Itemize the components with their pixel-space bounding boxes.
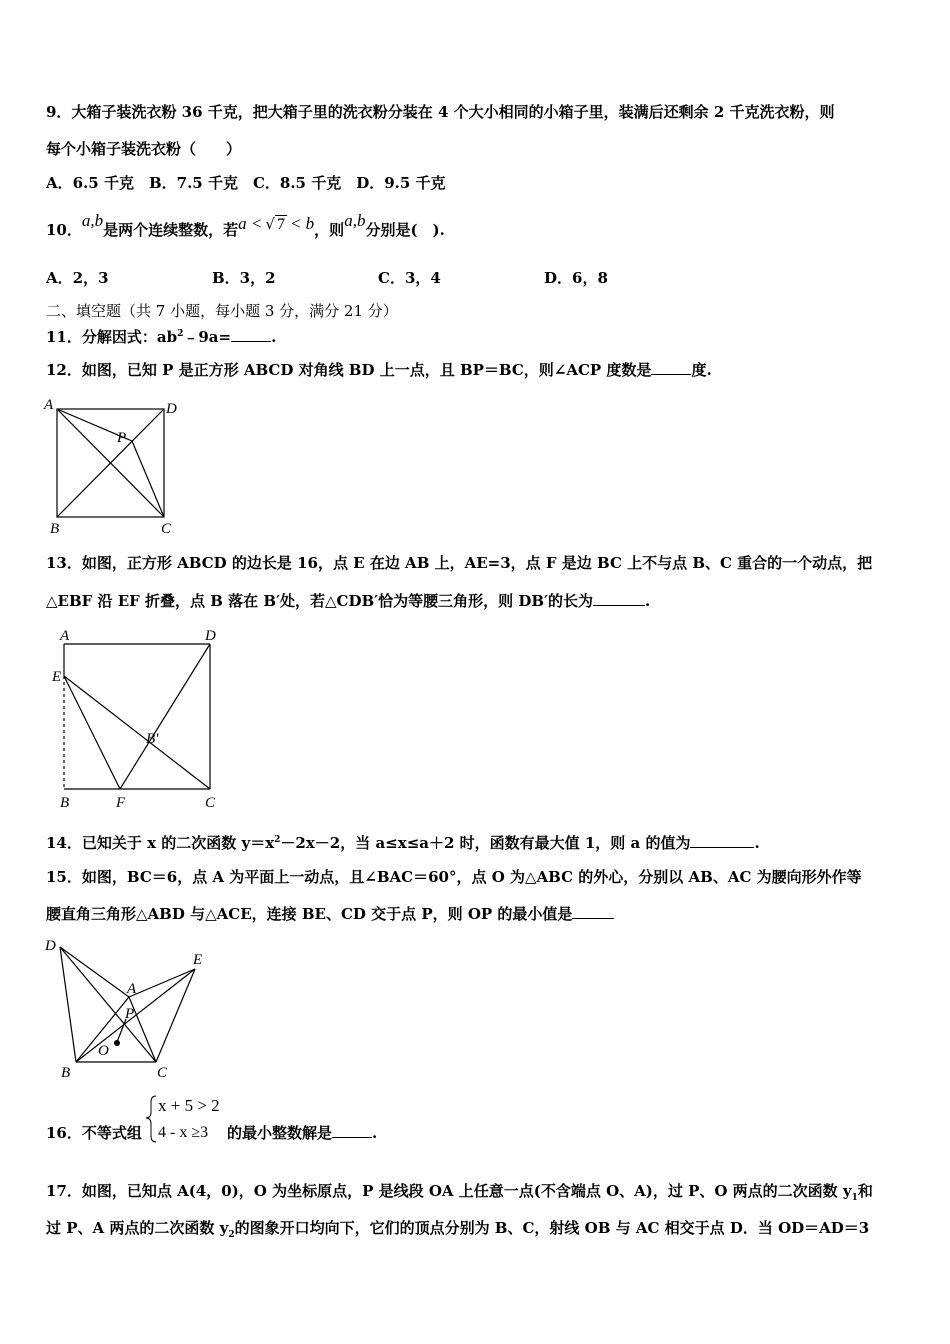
q16-blank — [332, 1123, 372, 1138]
q12-label-b: B — [50, 521, 60, 537]
q16-ineq1: x + 5 > 2 — [158, 1096, 220, 1115]
q10-ineq-b: < b — [289, 214, 315, 233]
q10-ab2: a,b — [344, 211, 366, 230]
q16-text2: 的最小整数解是 — [227, 1124, 333, 1142]
q12-label-a: A — [44, 397, 54, 413]
q10-option-a: A．2，3 — [46, 269, 109, 287]
q17-text1-end: 和 — [857, 1182, 873, 1200]
q11-text2: ﹣9a= — [183, 328, 232, 346]
q17-sub2: 2 — [228, 1230, 235, 1240]
q17-line1 — [46, 1181, 873, 1201]
q12-label-p: P — [117, 430, 127, 446]
q9-options: A．6.5 千克 B．7.5 千克 C．8.5 千克 D．9.5 千克 — [46, 174, 446, 192]
q13-line1: 13．如图，正方形 ABCD 的边长是 16，点 E 在边 AB 上，AE=3，点 F 是边 BC 上不与点 B、C 重合的一个动点，把 — [46, 554, 873, 572]
q15-label-c: C — [157, 1065, 168, 1081]
q10-option-d: D．6，8 — [544, 269, 608, 287]
q14-text2: －2x－2，当 a≤x≤a＋2 时，函数有最大值 1，则 a 的值为 — [280, 834, 691, 852]
q13-label-a: A — [60, 628, 70, 644]
q16-line-rest — [227, 1123, 377, 1143]
q16-text1: 16．不等式组 — [46, 1124, 142, 1142]
q13-label-b: B — [60, 795, 70, 811]
q12-label-d: D — [166, 401, 177, 417]
q10-num: 10． — [46, 221, 82, 239]
q13-end: . — [645, 592, 651, 610]
q12-label-c: C — [161, 521, 172, 537]
section-heading: 二、填空题（共 7 小题，每小题 3 分，满分 21 分） — [46, 302, 398, 320]
q10-option-b: B．3，2 — [212, 269, 276, 287]
q15-label-e: E — [193, 952, 203, 968]
q10-ab: a,b — [81, 211, 104, 230]
q14-text1: 14．已知关于 x 的二次函数 y＝x — [46, 834, 275, 852]
q15-label-b: B — [61, 1065, 71, 1081]
q13-text: △EBF 沿 EF 折叠，点 B 落在 B′处，若△CDB′恰为等腰三角形，则 DB′的长为 — [46, 592, 594, 610]
q14-sup: 2 — [274, 835, 281, 845]
q15-line1: 15．如图，BC＝6，点 A 为平面上一动点，且∠BAC＝60°，点 O 为△ABC 的外心，分别以 AB、AC 为腰向形外作等 — [46, 868, 862, 886]
q11-end: . — [271, 328, 277, 346]
q17-sub1: 1 — [851, 1193, 858, 1203]
q12-text: 12．如图，已知 P 是正方形 ABCD 对角线 BD 上一点，且 BP＝BC，则∠ACP 度数是 — [46, 361, 652, 379]
q10-option-c: C．3，4 — [378, 269, 441, 287]
q13-label-f: F — [116, 795, 126, 811]
q14-end: . — [754, 834, 760, 852]
q17-text2b: 的图象开口均向下，它们的顶点分别为 B、C，射线 OB 与 AC 相交于点 D．当 OD＝AD＝3 — [234, 1219, 870, 1237]
q11-sup: 2 — [177, 329, 184, 339]
q15-label-p: P — [125, 1006, 135, 1022]
q17-text2a: 过 P、A 两点的二次函数 y — [46, 1219, 229, 1237]
q17-line2 — [46, 1218, 869, 1238]
q12-end: 度. — [691, 361, 712, 379]
q15-label-d: D — [45, 938, 56, 954]
q10-text3: 分别是( ). — [365, 221, 445, 239]
q13-label-e: E — [52, 669, 62, 685]
q13-label-b1: B' — [146, 731, 159, 747]
q17-text1: 17．如图，已知点 A(4，0)，O 为坐标原点，P 是线段 OA 上任意一点(不含端点 O、A)，过 P、O 两点的二次函数 y — [46, 1182, 852, 1200]
q15-label-o: O — [98, 1043, 109, 1059]
q15-text: 腰直角三角形△ABD 与△ACE，连接 BE、CD 交于点 P，则 OP 的最小值是 — [46, 905, 573, 923]
q9-line2: 每个小箱子装洗衣粉（ ） — [46, 140, 242, 158]
q10-text1: 是两个连续整数，若 — [103, 221, 239, 239]
q13-label-c: C — [205, 795, 216, 811]
q10-ineq-a: a < — [238, 214, 263, 233]
q10-text2: ，则 — [314, 221, 345, 239]
q15-label-a: A — [127, 981, 137, 997]
q16-end: . — [372, 1124, 378, 1142]
q13-label-d: D — [205, 628, 216, 644]
q10-sqrt-arg: 7 — [276, 216, 285, 233]
q11-text: 11．分解因式：ab — [46, 328, 178, 346]
sqrt-icon: √ — [265, 215, 275, 233]
q9-line1: 9．大箱子装洗衣粉 36 千克，把大箱子里的洗衣粉分装在 4 个大小相同的小箱子里，装满后还剩余 2 千克洗衣粉，则 — [46, 103, 835, 121]
q16-ineq2: 4 - x ≥3 — [158, 1124, 209, 1141]
